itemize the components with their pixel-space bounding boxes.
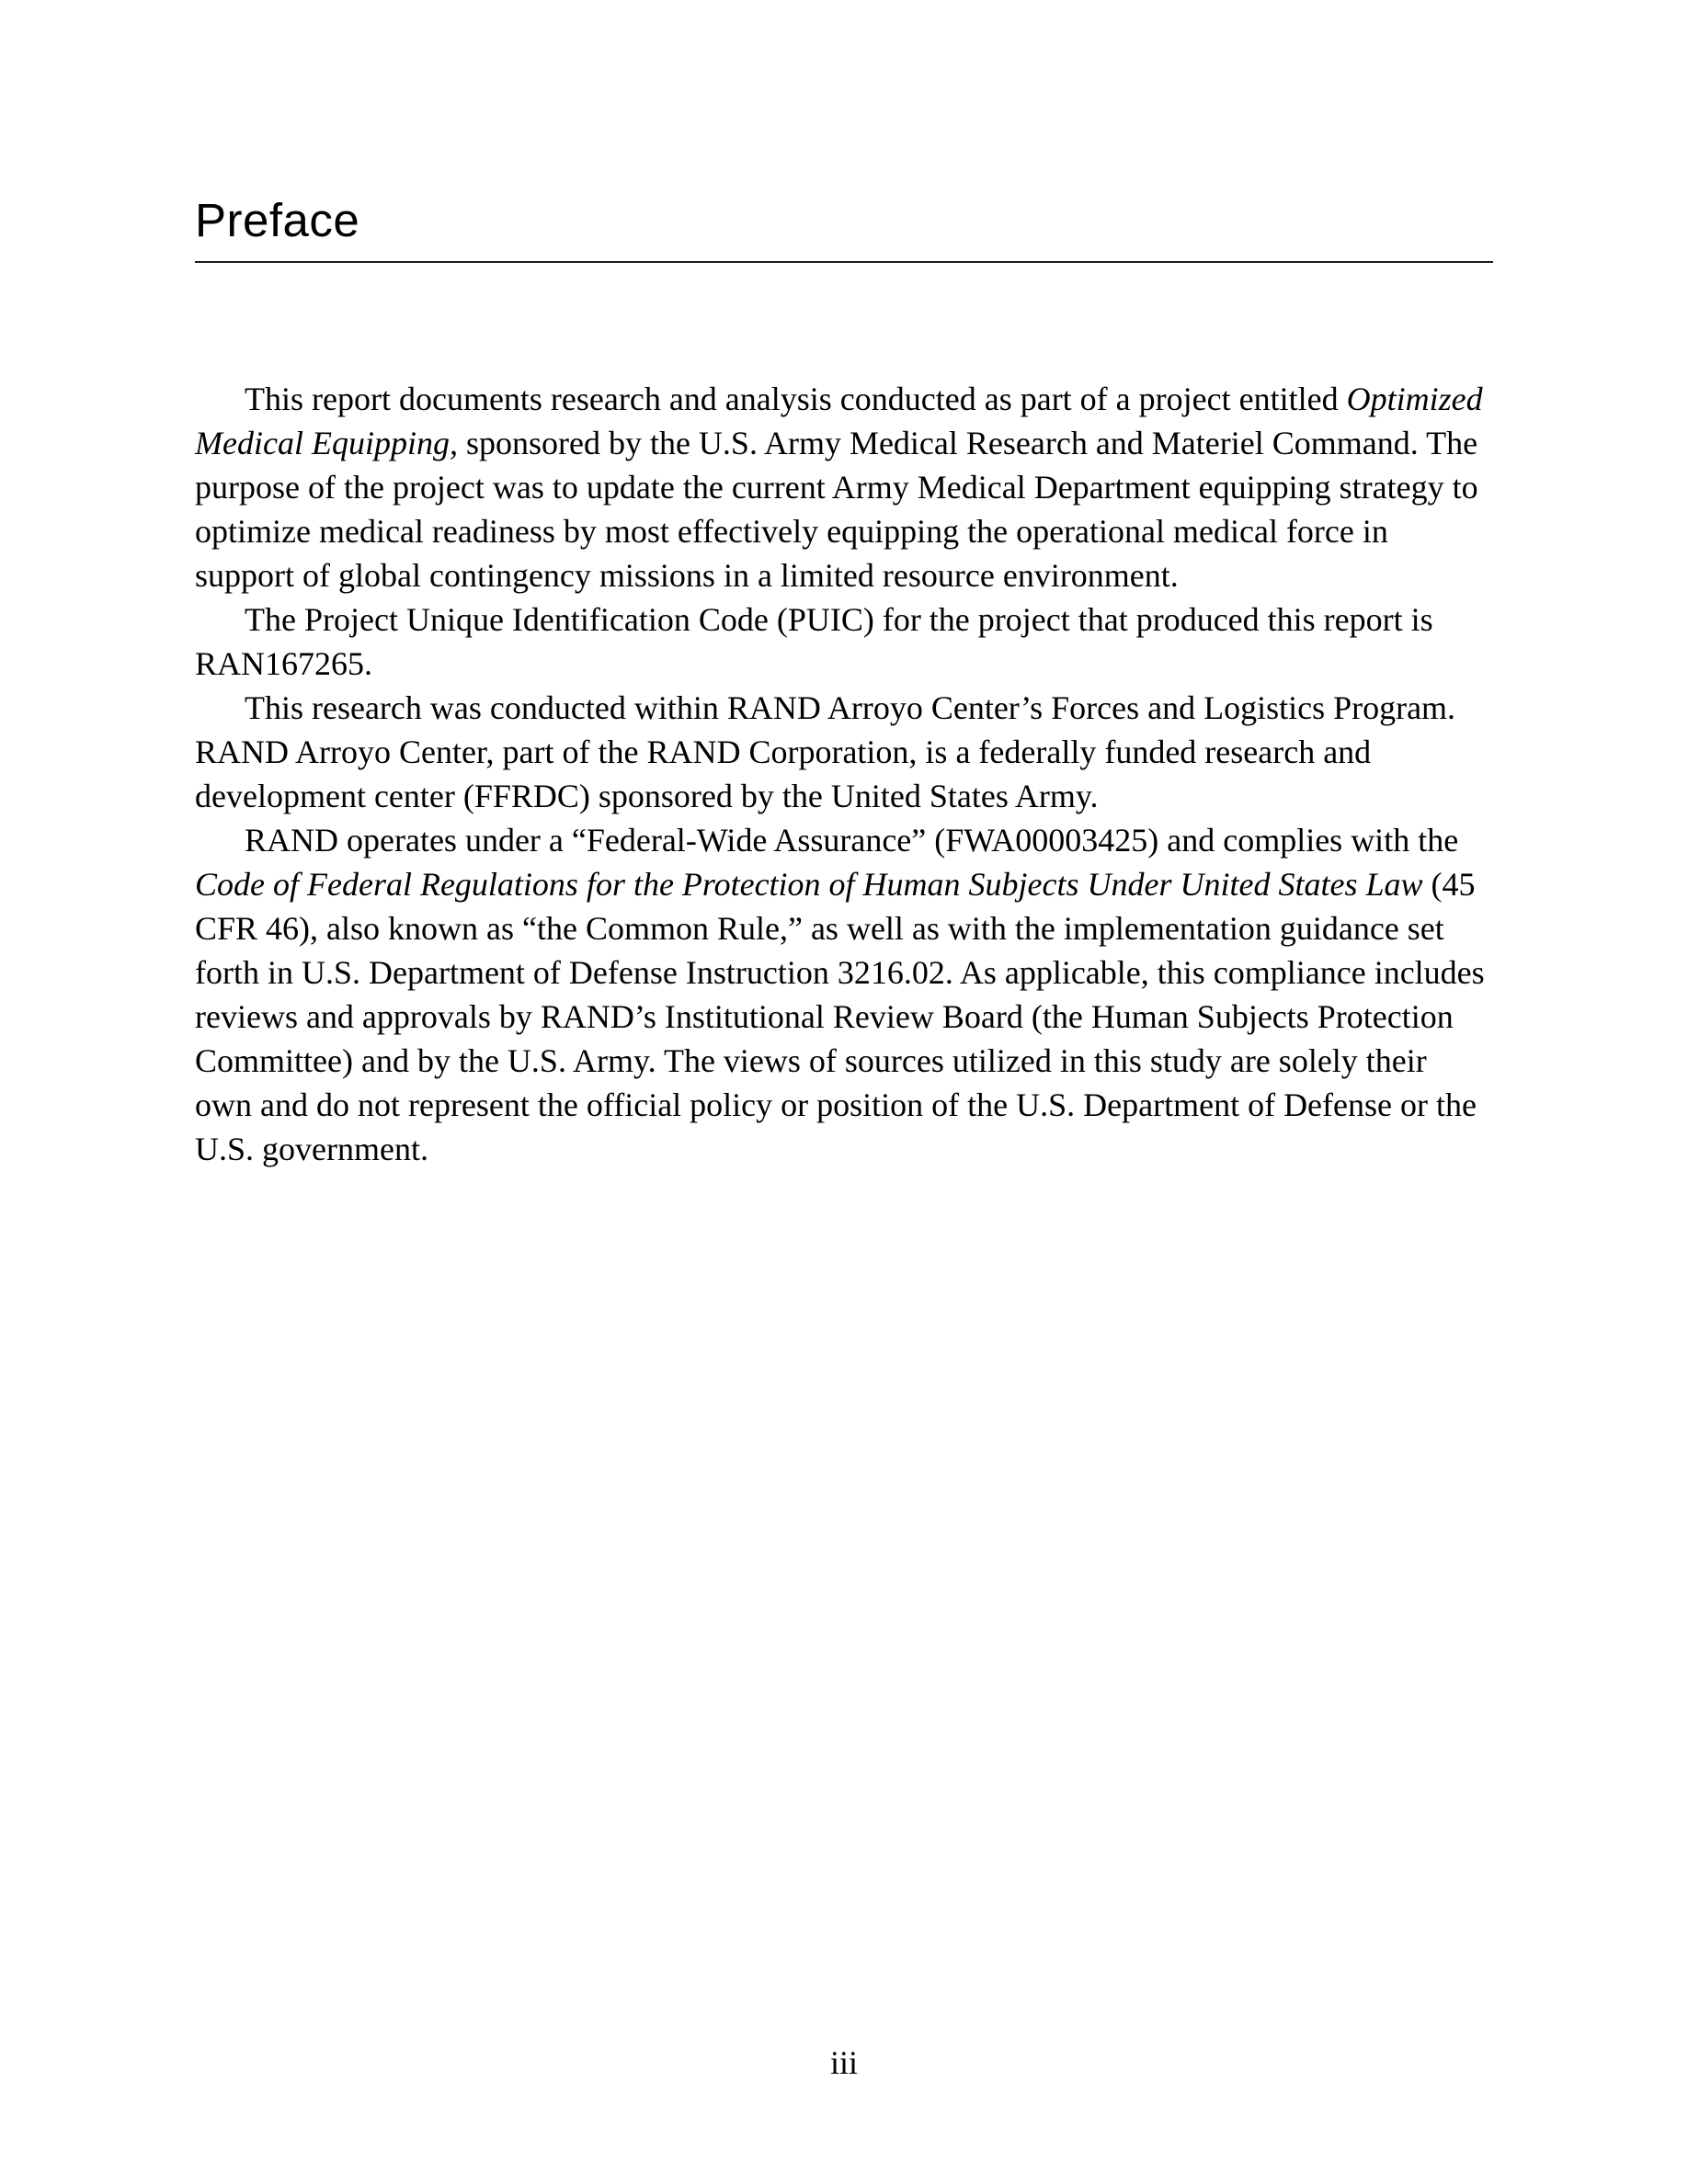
heading-rule bbox=[195, 261, 1493, 263]
text-run: RAND operates under a “Federal-Wide Assurance” (FWA00003425) and complies with the bbox=[245, 822, 1459, 859]
text-run: The Project Unique Identification Code (PUIC) for the project that produced this report is RAN167265. bbox=[195, 601, 1433, 682]
italic-text-run: Code of Federal Regulations for the Protection of Human Subjects Under United States Law bbox=[195, 866, 1423, 903]
paragraph bbox=[195, 686, 1491, 818]
paragraph bbox=[195, 818, 1491, 1171]
text-run: This report documents research and analysis conducted as part of a project entitled bbox=[245, 381, 1347, 417]
paragraph bbox=[195, 377, 1491, 597]
preface-heading: Preface bbox=[195, 194, 360, 246]
text-run: sponsored by the U.S. Army Medical Research and Materiel Command. The purpose of the project was to update the current Army Medical Department equipping strategy to optimize medical readiness by most effectively equipping the operational medical force in support of global contingency missions in a limited resource environment. bbox=[195, 425, 1478, 594]
text-run: This research was conducted within RAND Arroyo Center’s Forces and Logistics Program. RAND Arroyo Center, part of the RAND Corporation, is a federally funded research and development center (FFRDC) sponsored by the United States Army. bbox=[195, 689, 1456, 814]
body-text bbox=[195, 377, 1491, 1171]
page-number-footer: iii bbox=[829, 2044, 858, 2081]
paragraph bbox=[195, 597, 1491, 686]
italic-text-run: Optimized Medical Equipping, bbox=[195, 381, 1483, 461]
text-run: (45 CFR 46), also known as “the Common Rule,” as well as with the implementation guidance set forth in U.S. Department of Defense Instruction 3216.02. As applicable, this compliance includes reviews and approvals by RAND’s Institutional Review Board (the Human Subjects Protection Committee) and by the U.S. Army. The views of sources utilized in this study are solely their own and do not represent the official policy or position of the U.S. Department of Defense or the U.S. government. bbox=[195, 866, 1485, 1167]
